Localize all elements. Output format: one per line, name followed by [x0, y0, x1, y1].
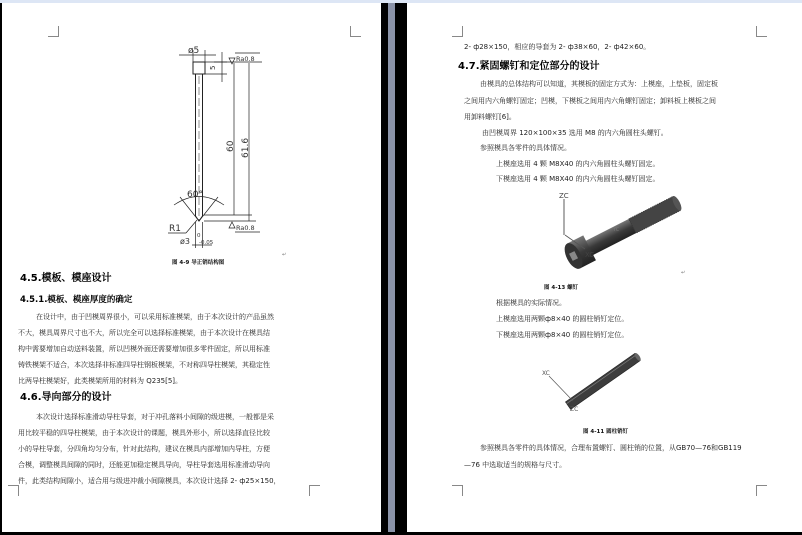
text-line: 由模具的总体结构可以知道，其模板的固定方式为：上模座，上垫板，固定板 — [480, 80, 718, 88]
heading-4-7: 4.7.紧固螺钉和定位部分的设计 — [458, 61, 600, 72]
axis-label-zc: ZC — [570, 406, 579, 413]
dim-top-diameter: ø5 — [188, 46, 200, 56]
dim-tip-diameter: ø3 — [180, 237, 190, 246]
text-lower-screw: 下模座选用 4 颗 M8X40 的内六角圆柱头螺钉固定。 — [496, 175, 660, 183]
figure-caption-4-9: 图 4-9 导正销结构图 — [172, 260, 225, 266]
text-line: 本次设计选择标准滑动导柱导套，对于冲孔落料小间隙的级进模，一般都是采 — [36, 413, 274, 421]
crop-mark-top-left — [48, 26, 59, 37]
dim-tip-tol-upper: 0 — [197, 233, 201, 239]
axis-label-zc: ZC — [559, 192, 569, 200]
roughness-top: Ra0.8 — [236, 55, 255, 63]
crop-mark-bottom-right — [756, 485, 767, 496]
text-line: 用比较平稳的四导柱模架，由于本次设计的课题，模具外形小，所以选择直径比较 — [18, 429, 270, 437]
dim-length-60: 60 — [226, 140, 236, 152]
dim-tip-tol-lower: -0.05 — [199, 240, 214, 246]
crop-mark-bottom-right — [309, 485, 320, 496]
text-line: 之间用内六角螺钉固定；凹模，下模板之间用内六角螺钉固定；卸料板上模板之间 — [464, 97, 716, 105]
paragraph-mark: ↵ — [681, 270, 686, 276]
continuation-line: 2- ф28×150，相应的导套为 2- ф38×60，2- ф42×60。 — [464, 43, 651, 51]
paragraph-mark: ↵ — [282, 252, 287, 258]
document-page-right[interactable] — [407, 3, 802, 532]
text-line: 铸铁模架不适合，本次选择非标准四导柱钢板模架，不对称四导柱模架，其稳定性 — [18, 361, 270, 369]
text-reference: 参照模具各零件的具体情况。 — [480, 144, 571, 152]
screw-figure — [555, 191, 685, 271]
text-upper-pin: 上模座选用两颗ф8×40 的圆柱销钉定位。 — [496, 315, 629, 323]
axis-label-xc: XC — [542, 370, 550, 377]
crop-mark-top-right — [350, 26, 361, 37]
dowel-pin-figure — [537, 353, 647, 418]
text-m8-screw: 由凹模周界 120×100×35 选用 M8 的内六角圆柱头螺钉。 — [482, 129, 668, 137]
text-line: 件，此类结构间隙小，适合用与级进冲裁小间隙模具，本次设计选择 2- ф25×150， — [18, 477, 281, 485]
text-line: 不大，模具周界尺寸也不大，所以完全可以选择标准模架，由于本次设计在模具结 — [18, 329, 270, 337]
crop-mark-top-left — [452, 26, 463, 37]
dim-head-height: 5 — [209, 65, 217, 70]
text-line: 用卸料螺钉[6]。 — [464, 113, 516, 121]
roughness-bottom: Ra0.8 — [236, 224, 255, 232]
crop-mark-bottom-left — [8, 485, 19, 496]
text-upper-screw: 上模座选用 4 颗 M8X40 的内六角圆柱头螺钉固定。 — [496, 160, 660, 168]
page-gap-shadow-right — [395, 3, 407, 535]
text-line: 合模，调整模具间隙的同时，还能更加稳定模具导向，导柱导套选用标准滑动导向 — [18, 461, 270, 469]
text-line: 比两导柱模架好，此类模架所用的材料为 Q235[5]。 — [18, 377, 183, 385]
guide-pin-drawing — [152, 40, 272, 255]
document-page-left[interactable] — [2, 3, 381, 532]
crop-mark-top-right — [756, 26, 767, 37]
axis-label-xc: XC — [585, 251, 595, 259]
dim-radius: R1 — [169, 224, 181, 234]
text-line: 参照模具各零件的具体情况，合理布置螺钉、圆柱销的位置，从GB70—76和GB119 — [480, 444, 742, 452]
text-actual-situation: 根据模具的实际情况。 — [496, 299, 566, 307]
page-gap-shadow — [381, 3, 388, 535]
crop-mark-bottom-left — [452, 485, 463, 496]
dim-angle: 60° — [187, 190, 203, 200]
text-lower-pin: 下模座选用两颗ф8×40 的圆柱销钉定位。 — [496, 331, 629, 339]
axis-label-yc: YC — [613, 227, 620, 233]
text-line: 构中需要增加自动送料装置，所以凹模外面还需要增加很多零件固定，所以用标准 — [18, 345, 270, 353]
figure-caption-4-11: 图 4-11 圆柱销钉 — [583, 429, 629, 435]
figure-caption-4-13: 图 4-13 螺钉 — [544, 285, 579, 291]
dim-length-61-6: 61.6 — [241, 137, 251, 158]
heading-4-5-1: 4.5.1.模板、模座厚度的确定 — [20, 295, 133, 305]
text-line: 小的导柱导套，分四角均匀分布，针对此结构，建议在模具内部增加内导柱，方便 — [18, 445, 270, 453]
text-line: 在设计中，由于凹模周界很小，可以采用标准模架，由于本次设计的产品虽然 — [36, 313, 274, 321]
heading-4-6: 4.6.导向部分的设计 — [20, 392, 112, 403]
page-gap — [388, 3, 395, 535]
heading-4-5: 4.5.模板、模座设计 — [20, 273, 112, 284]
text-line: —76 中选取适当的规格与尺寸。 — [464, 461, 567, 469]
